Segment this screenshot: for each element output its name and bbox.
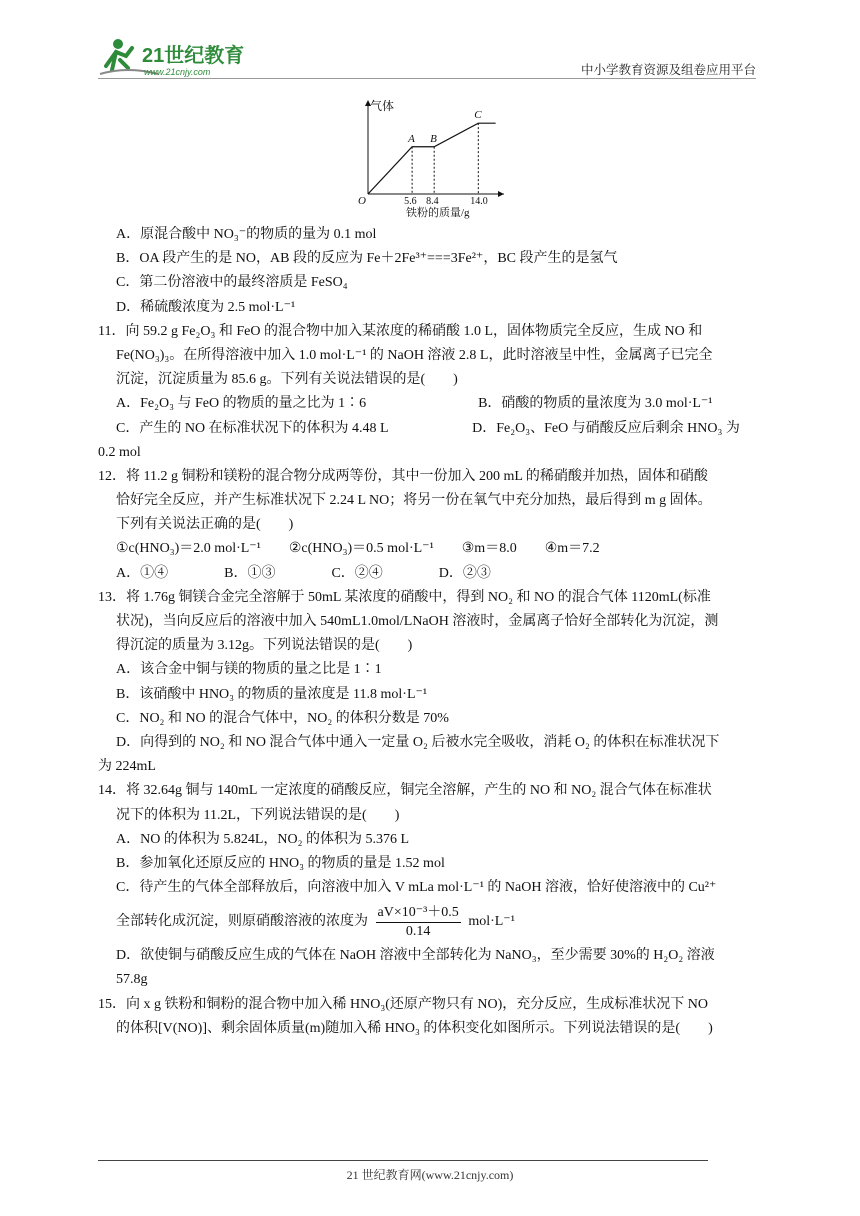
header-divider <box>98 78 756 79</box>
text-line: 为 224mL <box>98 759 156 775</box>
question-content <box>98 224 762 1042</box>
option-text: 全部转化成沉淀，则原硝酸溶液的浓度为 <box>116 914 368 930</box>
concentration-fraction <box>376 904 461 941</box>
text-line: 11．向 59.2 g Fe₂O₃ 和 FeO 的混合物中加入某浓度的稀硝酸 1.0 L，固体物质完全反应，生成 NO 和 <box>98 323 703 339</box>
fraction-denominator: 0.14 <box>405 923 431 939</box>
footer-text[interactable]: 21 世纪教育网(www.21cnjy.com) <box>346 1168 514 1182</box>
y-axis-label: 气体 <box>370 99 395 113</box>
text-line: 15．向 x g 铁粉和铜粉的混合物中加入稀 HNO₃(还原产物只有 NO)，充分反应，生成标准状况下 NO <box>98 996 708 1012</box>
text-line: B．OA 段产生的是 NO，AB 段的反应为 Fe＋2Fe³⁺===3Fe²⁺，BC 段产生的是氢气 <box>116 251 618 267</box>
x-tick-label: 8.4 <box>426 196 439 207</box>
text-line: Fe(NO₃)₃。在所得溶液中加入 1.0 mol·L⁻¹ 的 NaOH 溶液 2.8 L，此时溶液呈中性，金属离子已完全 <box>116 347 713 363</box>
text-line: C．第二份溶液中的最终溶质是 FeSO₄ <box>116 275 348 291</box>
text-line: 14．将 32.64g 铜与 140mL 一定浓度的硝酸反应，铜完全溶解，产生的 NO 和 NO₂ 混合气体在标准状 <box>98 783 712 799</box>
x-tick-label: 5.6 <box>404 196 417 207</box>
text-line: A．该合金中铜与镁的物质的量之比是 1∶1 <box>116 662 382 678</box>
x-tick-label: 14.0 <box>470 196 488 207</box>
text-line: C．产生的 NO 在标准状况下的体积为 4.48 L D．Fe₂O₃、FeO 与硝酸反应后剩余 HNO₃ 为 <box>116 420 740 436</box>
svg-text:21世纪教育: 21世纪教育 <box>142 45 245 67</box>
text-line: A．原混合酸中 NO₃⁻的物质的量为 0.1 mol <box>116 227 377 242</box>
text-line: A．Fe₂O₃ 与 FeO 的物质的量之比为 1∶6 B．硝酸的物质的量浓度为 3.0 mol·L⁻¹ <box>116 396 713 412</box>
runner-logo-icon <box>98 36 258 80</box>
x-axis-arrow <box>498 191 504 197</box>
text-line: A．NO 的体积为 5.824L，NO₂ 的体积为 5.376 L <box>116 831 410 847</box>
point-label: C <box>474 109 482 122</box>
text-line: 况下的体积为 11.2L，下列说法错误的是( ) <box>116 807 400 823</box>
text-line: ①c(HNO₃)＝2.0 mol·L⁻¹ ②c(HNO₃)＝0.5 mol·L⁻¹ ③m＝8.0 ④m＝7.2 <box>116 541 600 557</box>
text-line: B．参加氧化还原反应的 HNO₃ 的物质的量是 1.52 mol <box>116 855 445 871</box>
text-line: 12．将 11.2 g 铜粉和镁粉的混合物分成两等份，其中一份加入 200 mL 的稀硝酸并加热，固体和硝酸 <box>98 468 708 484</box>
text-line: D．向得到的 NO₂ 和 NO 混合气体中通入一定量 O₂ 后被水完全吸收，消耗 O₂ 的体积在标准状况下 <box>116 734 720 750</box>
site-logo[interactable] <box>98 36 258 80</box>
text-line: B．该硝酸中 HNO₃ 的物质的量浓度是 11.8 mol·L⁻¹ <box>116 686 428 702</box>
point-label: B <box>430 132 437 145</box>
text-line: D．稀硫酸浓度为 2.5 mol·L⁻¹ <box>116 299 296 315</box>
text-line: 的体积[V(NO)]、剩余固体质量(m)随加入稀 HNO₃ 的体积变化如图所示。下列说法错误的是( ) <box>116 1020 713 1036</box>
text-line: 沉淀，沉淀质量为 85.6 g。下列有关说法错误的是( ) <box>116 372 458 388</box>
text-line: 状况)，当向反应后的溶液中加入 540mL1.0mol/LNaOH 溶液时，金属离子恰好全部转化为沉淀，测 <box>116 614 719 629</box>
option-line <box>98 901 762 945</box>
gas-vs-iron-chart <box>354 96 514 222</box>
text-line: 13．将 1.76g 铜镁合金完全溶解于 50mL 某浓度的硝酸中，得到 NO₂ 和 NO 的混合气体 1120mL(标准 <box>98 589 711 605</box>
footer-divider <box>98 1160 708 1161</box>
text-line: A．①④ B．①③ C．②④ D．②③ <box>116 565 491 581</box>
text-line: C．NO₂ 和 NO 的混合气体中，NO₂ 的体积分数是 70% <box>116 710 449 726</box>
text-line: 下列有关说法正确的是( ) <box>116 517 294 533</box>
origin-label: O <box>358 195 366 207</box>
svg-text:www.21cnjy.com: www.21cnjy.com <box>144 67 211 77</box>
text-line: D．欲使铜与硝酸反应生成的气体在 NaOH 溶液中全部转化为 NaNO₃，至少需要 30%的 H₂O₂ 溶液 <box>116 948 715 964</box>
unit-text: mol·L⁻¹ <box>468 914 515 930</box>
platform-name: 中小学教育资源及组卷应用平台 <box>580 63 756 77</box>
point-label: A <box>408 132 415 145</box>
text-line: 恰好完全反应，并产生标准状况下 2.24 L NO；将另一份在氧气中充分加热，最后得到 m g 固体。 <box>116 493 712 509</box>
text-line: 0.2 mol <box>98 444 141 460</box>
text-line: 57.8g <box>116 972 148 988</box>
text-line: C．待产生的气体全部释放后，向溶液中加入 V mLa mol·L⁻¹ 的 NaOH 溶液，恰好使溶液中的 Cu²⁺ <box>116 880 717 896</box>
text-line: 得沉淀的质量为 3.12g。下列说法错误的是( ) <box>116 638 413 654</box>
x-axis-label: 铁粉的质量/g <box>406 207 470 219</box>
fraction-numerator: aV×10⁻³＋0.5 <box>376 904 461 923</box>
